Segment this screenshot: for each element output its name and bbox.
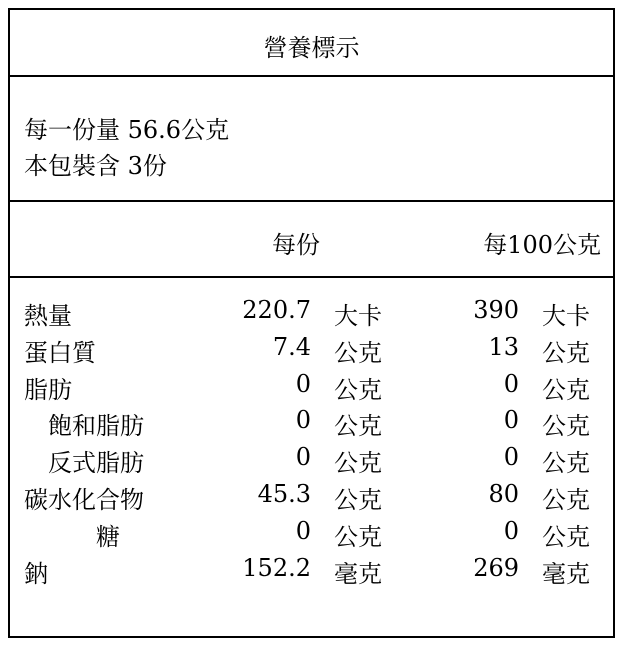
per-100g-value: 13 (488, 332, 519, 361)
per-serving-unit: 公克 (334, 522, 382, 551)
nutrient-label: 蛋白質 (24, 338, 96, 367)
per-100g-value: 0 (503, 516, 519, 545)
per-serving-unit: 公克 (334, 412, 382, 441)
per-100g-unit: 公克 (542, 338, 590, 367)
nutrient-label: 脂肪 (24, 375, 72, 404)
nutrient-row (10, 480, 613, 517)
per-100g-unit: 公克 (542, 412, 590, 441)
per-100g-unit: 公克 (542, 375, 590, 404)
per-serving-unit: 公克 (334, 375, 382, 404)
nutrient-row (10, 554, 613, 591)
per-serving-unit: 公克 (334, 338, 382, 367)
per-100g-unit: 公克 (542, 522, 590, 551)
divider (10, 75, 613, 77)
nutrient-row (10, 406, 613, 443)
per-serving-value: 220.7 (242, 296, 311, 324)
per-serving-value: 45.3 (257, 480, 311, 508)
nutrient-label: 糖 (96, 522, 120, 551)
per-serving-value: 0 (295, 516, 311, 545)
per-serving-value: 7.4 (272, 332, 311, 361)
nutrient-label: 鈉 (24, 559, 48, 588)
header-per-serving: 每份 (272, 231, 320, 259)
per-100g-unit: 大卡 (542, 302, 590, 330)
divider (10, 276, 613, 278)
serving-size: 每一份量 56.6公克 (24, 116, 230, 144)
per-100g-value: 80 (488, 480, 519, 508)
per-100g-value: 0 (503, 406, 519, 435)
per-serving-value: 152.2 (242, 553, 311, 582)
per-100g-value: 269 (473, 553, 519, 582)
per-100g-value: 0 (503, 369, 519, 398)
per-serving-unit: 公克 (334, 486, 382, 514)
header-per-100g: 每100公克 (483, 231, 601, 259)
per-serving-value: 0 (295, 406, 311, 435)
per-serving-value: 0 (295, 443, 311, 472)
nutrient-label: 熱量 (24, 302, 72, 330)
label-title: 營養標示 (263, 34, 360, 62)
nutrient-label: 反式脂肪 (48, 449, 144, 478)
nutrient-row (10, 370, 613, 407)
per-100g-unit: 公克 (542, 486, 590, 514)
per-100g-unit: 毫克 (542, 559, 590, 588)
per-100g-value: 0 (503, 443, 519, 472)
per-serving-unit: 毫克 (334, 559, 382, 588)
per-serving-unit: 公克 (334, 449, 382, 478)
per-serving-value: 0 (295, 369, 311, 398)
per-100g-value: 390 (473, 296, 519, 324)
nutrient-label: 碳水化合物 (24, 486, 144, 514)
nutrient-label: 飽和脂肪 (48, 412, 144, 441)
nutrient-row (10, 296, 613, 333)
per-serving-unit: 大卡 (334, 302, 382, 330)
nutrient-row (10, 517, 613, 554)
divider (10, 200, 613, 202)
nutrition-label (8, 8, 615, 638)
nutrient-row (10, 333, 613, 370)
per-100g-unit: 公克 (542, 449, 590, 478)
servings-per-package: 本包裝含 3份 (24, 152, 167, 180)
nutrient-row (10, 443, 613, 480)
